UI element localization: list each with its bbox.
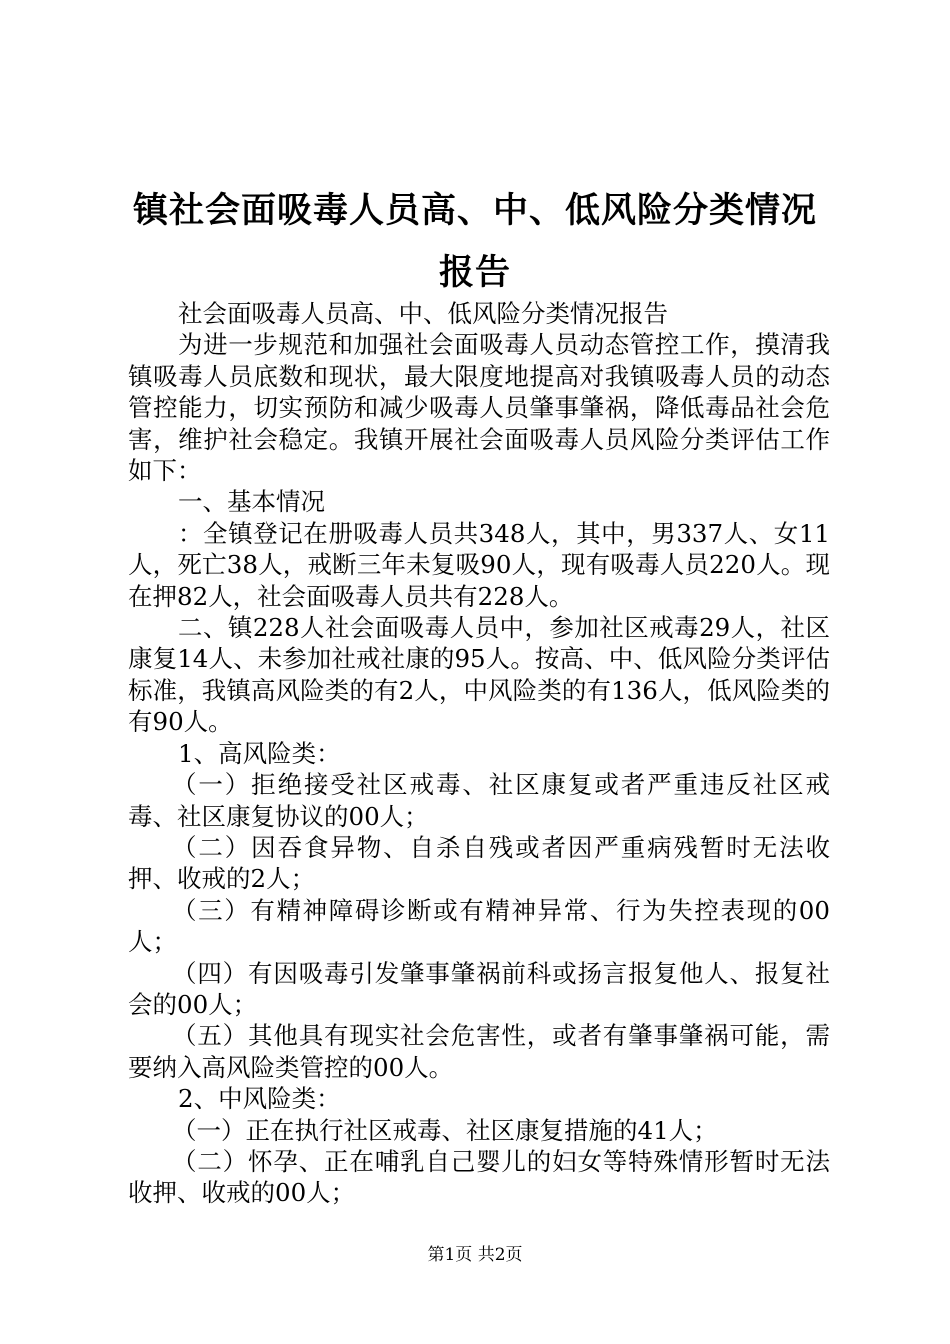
heading-medium-risk: 2、中风险类：: [178, 1084, 341, 1114]
list-item-high-risk-4: （四）有因吸毒引发肇事肇祸前科或扬言报复他人、报复社会的00人；: [128, 958, 830, 1019]
list-item-high-risk-5: （五）其他具有现实社会危害性，或者有肇事肇祸可能，需要纳入高风险类管控的00人。: [128, 1021, 830, 1082]
list-item-high-risk-2: （二）因吞食异物、自杀自残或者因严重病残暂时无法收押、收戒的2人；: [128, 832, 830, 894]
document-body: [128, 298, 830, 1209]
list-item-medium-risk-2: （二）怀孕、正在哺乳自己婴儿的妇女等特殊情形暂时无法收押、收戒的00人；: [128, 1146, 830, 1208]
paragraph-intro: 为进一步规范和加强社会面吸毒人员动态管控工作，摸清我镇吸毒人员底数和现状，最大限度地提高对我镇吸毒人员的动态管控能力，切实预防和减少吸毒人员肇事肇祸，降低毒品社会危害，维护社会稳定。我镇开展社会面吸毒人员风险分类评估工作如下：: [128, 330, 830, 486]
page-footer: 第1页 共2页: [427, 1245, 523, 1265]
heading-high-risk: 1、高风险类：: [178, 738, 341, 768]
paragraph-risk-classification: 二、镇228人社会面吸毒人员中，参加社区戒毒29人，社区康复14人、未参加社戒社康的95人。按高、中、低风险分类评估标准，我镇高风险类的有2人，中风险类的有136人，低风险类的有90人。: [128, 613, 830, 737]
heading-basic-situation: 一、基本情况: [178, 487, 325, 517]
list-item-medium-risk-1: （一）正在执行社区戒毒、社区康复措施的41人；: [172, 1115, 718, 1145]
paragraph-subtitle: 社会面吸毒人员高、中、低风险分类情况报告: [178, 299, 668, 328]
list-item-high-risk-1: （一）拒绝接受社区戒毒、社区康复或者严重违反社区戒毒、社区康复协议的00人；: [128, 770, 830, 831]
list-item-high-risk-3: （三）有精神障碍诊断或有精神异常、行为失控表现的00人；: [128, 895, 830, 957]
document-title: 镇社会面吸毒人员高、中、低风险分类情况报告: [132, 190, 817, 293]
paragraph-registered-stats: ：全镇登记在册吸毒人员共348人，其中，男337人、女11人，死亡38人，戒断三年未复吸90人，现有吸毒人员220人。现在押82人，社会面吸毒人员共有228人。: [128, 518, 830, 611]
